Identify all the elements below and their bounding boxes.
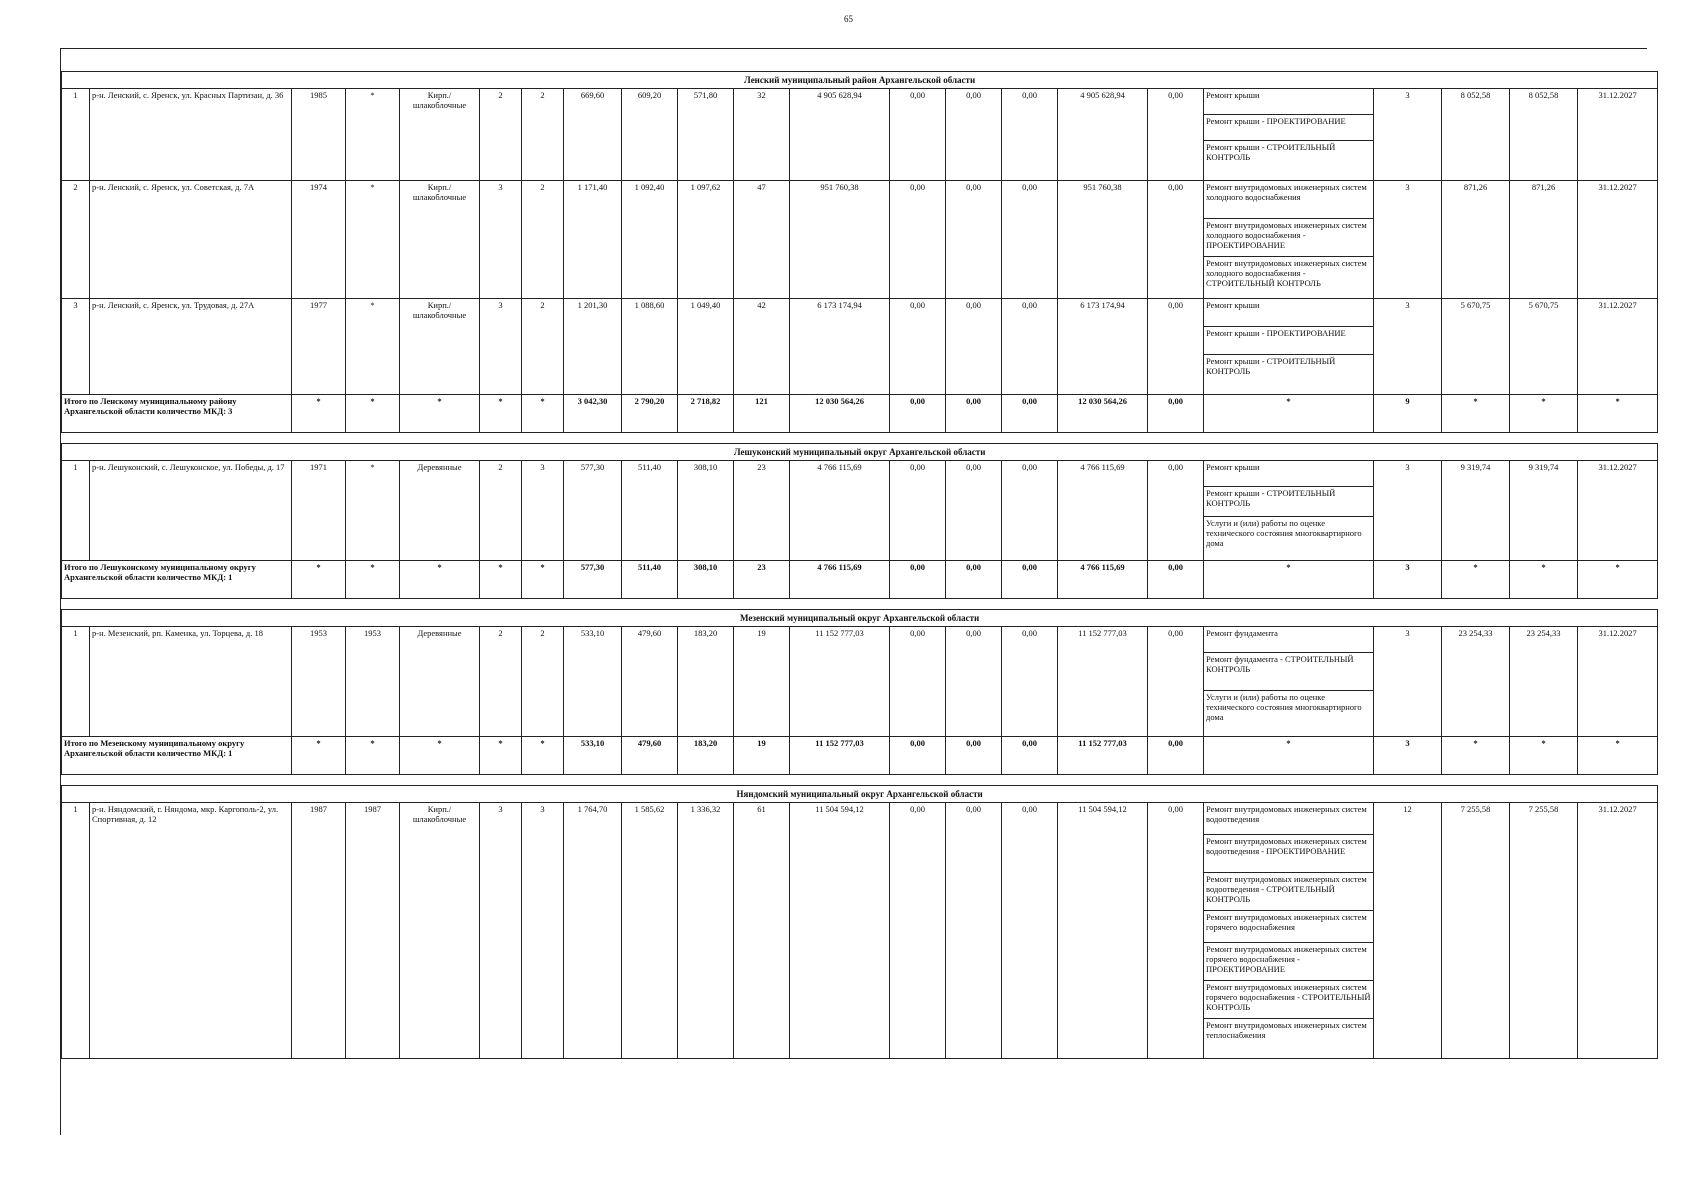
total-placeholder: *	[522, 561, 564, 599]
spacer	[62, 433, 1658, 444]
total-works-placeholder: *	[1204, 561, 1374, 599]
total-placeholder: *	[1578, 395, 1658, 433]
spacer	[62, 599, 1658, 610]
repair-work-item: Ремонт внутридомовых инженерных систем водоотведения	[1204, 803, 1373, 835]
total-area_res: 2 790,20	[622, 395, 678, 433]
owned-area: 1 049,40	[678, 299, 734, 395]
total-placeholder: *	[1442, 737, 1510, 775]
entrances: 2	[522, 89, 564, 181]
total-area: 577,30	[564, 461, 622, 561]
section-title: Ленский муниципальный район Архангельской области	[62, 72, 1658, 89]
fund-other: 0,00	[1148, 627, 1204, 737]
total-placeholder: *	[480, 737, 522, 775]
commission-year: *	[346, 89, 400, 181]
repair-works-cell	[1204, 299, 1374, 395]
floors: 2	[480, 89, 522, 181]
total-row	[62, 737, 1658, 775]
total-fund2: 0,00	[946, 395, 1002, 433]
total-fund2: 0,00	[946, 737, 1002, 775]
total-placeholder: *	[1510, 395, 1578, 433]
total-cost: 11 152 777,03	[790, 737, 890, 775]
total-placeholder: *	[400, 737, 480, 775]
total-area: 1 201,30	[564, 299, 622, 395]
total-fund3: 0,00	[1002, 737, 1058, 775]
total-area: 1 764,70	[564, 803, 622, 1059]
total-fund4: 11 152 777,03	[1058, 737, 1148, 775]
row-number: 1	[62, 89, 90, 181]
total-placeholder: *	[522, 737, 564, 775]
build-year: 1974	[292, 181, 346, 299]
total-placeholder: *	[346, 561, 400, 599]
total-label: Итого по Лешуконскому муниципальному округу Архангельской области количество МКД: 1	[62, 561, 292, 599]
total-fund4: 12 030 564,26	[1058, 395, 1148, 433]
total-placeholder: *	[480, 561, 522, 599]
total-fund5: 0,00	[1148, 395, 1204, 433]
table-row	[62, 461, 1658, 561]
commission-year: *	[346, 181, 400, 299]
repair-work-item: Ремонт фундамента	[1204, 627, 1373, 653]
total-fund3: 0,00	[1002, 561, 1058, 599]
fund-municipal: 0,00	[1002, 461, 1058, 561]
repair-work-item: Услуги и (или) работы по оценке технического состояния многоквартирного дома	[1206, 518, 1362, 548]
build-year: 1985	[292, 89, 346, 181]
completion-date: 31.12.2027	[1578, 803, 1658, 1059]
total-placeholder: *	[292, 395, 346, 433]
total-placeholder: *	[1510, 737, 1578, 775]
fund-municipal: 0,00	[1002, 803, 1058, 1059]
total-cost: 6 173 174,94	[790, 299, 890, 395]
total-area: 669,60	[564, 89, 622, 181]
repair-work-item: Ремонт внутридомовых инженерных систем водоотведения - ПРОЕКТИРОВАНИЕ	[1204, 835, 1373, 873]
residents: 61	[734, 803, 790, 1059]
total-work-count: 3	[1374, 561, 1442, 599]
floors: 3	[480, 299, 522, 395]
fund-owners: 11 504 594,12	[1058, 803, 1148, 1059]
floors: 3	[480, 803, 522, 1059]
total-cost: 11 152 777,03	[790, 627, 890, 737]
total-placeholder: *	[1442, 561, 1510, 599]
total-placeholder: *	[292, 561, 346, 599]
total-ppl: 19	[734, 737, 790, 775]
unit-cost: 9 319,74	[1442, 461, 1510, 561]
table-row	[62, 803, 1658, 1059]
residential-area: 1 585,62	[622, 803, 678, 1059]
address: р-н. Мезенский, рп. Каменка, ул. Торцева, д. 18	[90, 627, 292, 737]
residential-area: 511,40	[622, 461, 678, 561]
total-ppl: 23	[734, 561, 790, 599]
total-placeholder: *	[346, 737, 400, 775]
total-fund1: 0,00	[890, 561, 946, 599]
residential-area: 1 088,60	[622, 299, 678, 395]
fund-federal: 0,00	[890, 627, 946, 737]
entrances: 3	[522, 461, 564, 561]
fund-owners: 4 905 628,94	[1058, 89, 1148, 181]
total-area: 1 171,40	[564, 181, 622, 299]
unit-cost: 5 670,75	[1442, 299, 1510, 395]
build-year: 1953	[292, 627, 346, 737]
repair-work-item: Ремонт внутридомовых инженерных систем горячего водоснабжения - СТРОИТЕЛЬНЫЙ КОНТРОЛЬ	[1204, 981, 1373, 1019]
fund-regional: 0,00	[946, 461, 1002, 561]
fund-municipal: 0,00	[1002, 627, 1058, 737]
completion-date: 31.12.2027	[1578, 299, 1658, 395]
wall-material: Деревянные	[400, 461, 480, 561]
unit-cost: 8 052,58	[1442, 89, 1510, 181]
total-row	[62, 395, 1658, 433]
row-number: 2	[62, 181, 90, 299]
residential-area: 479,60	[622, 627, 678, 737]
wall-material: Кирп./ шлакоблочные	[400, 299, 480, 395]
repair-work-item: Ремонт крыши	[1204, 461, 1373, 487]
total-fund1: 0,00	[890, 395, 946, 433]
total-fund3: 0,00	[1002, 395, 1058, 433]
repair-work-item: Ремонт крыши - ПРОЕКТИРОВАНИЕ	[1204, 115, 1373, 141]
completion-date: 31.12.2027	[1578, 627, 1658, 737]
completion-date: 31.12.2027	[1578, 461, 1658, 561]
unit-cost-max: 8 052,58	[1510, 89, 1578, 181]
total-label: Итого по Мезенскому муниципальному округу Архангельской области количество МКД: 1	[62, 737, 292, 775]
fund-regional: 0,00	[946, 803, 1002, 1059]
unit-cost: 871,26	[1442, 181, 1510, 299]
total-cost: 12 030 564,26	[790, 395, 890, 433]
repair-works-cell	[1204, 627, 1374, 737]
repair-works-cell	[1204, 461, 1374, 561]
work-count: 12	[1374, 803, 1442, 1059]
spacer	[62, 775, 1658, 786]
unit-cost-max: 871,26	[1510, 181, 1578, 299]
document-sheet	[60, 48, 1647, 1135]
total-placeholder: *	[346, 395, 400, 433]
section-title: Няндомский муниципальный округ Архангельской области	[62, 786, 1658, 803]
owned-area: 183,20	[678, 627, 734, 737]
commission-year: 1953	[346, 627, 400, 737]
fund-regional: 0,00	[946, 627, 1002, 737]
residents: 32	[734, 89, 790, 181]
address: р-н. Лешуконский, с. Лешуконское, ул. Победы, д. 17	[90, 461, 292, 561]
residents: 42	[734, 299, 790, 395]
repair-work-item: Ремонт крыши	[1204, 299, 1373, 327]
build-year: 1977	[292, 299, 346, 395]
commission-year: *	[346, 299, 400, 395]
fund-owners: 11 152 777,03	[1058, 627, 1148, 737]
repair-work-item: Ремонт внутридомовых инженерных систем горячего водоснабжения	[1204, 911, 1373, 943]
table-row	[62, 627, 1658, 737]
total-label: Итого по Ленскому муниципальному району Архангельской области количество МКД: 3	[62, 395, 292, 433]
residents: 19	[734, 627, 790, 737]
work-count: 3	[1374, 181, 1442, 299]
fund-other: 0,00	[1148, 181, 1204, 299]
total-area_res: 479,60	[622, 737, 678, 775]
total-works-placeholder: *	[1204, 737, 1374, 775]
owned-area: 571,80	[678, 89, 734, 181]
total-work-count: 3	[1374, 737, 1442, 775]
residents: 23	[734, 461, 790, 561]
fund-regional: 0,00	[946, 181, 1002, 299]
total-area_own: 308,10	[678, 561, 734, 599]
table-row	[62, 181, 1658, 299]
total-area_res: 511,40	[622, 561, 678, 599]
repair-work-item: Ремонт внутридомовых инженерных систем горячего водоснабжения - ПРОЕКТИРОВАНИЕ	[1204, 943, 1373, 981]
total-fund5: 0,00	[1148, 561, 1204, 599]
section-title: Мезенский муниципальный округ Архангельской области	[62, 610, 1658, 627]
total-placeholder: *	[1510, 561, 1578, 599]
repair-work-item: Ремонт внутридомовых инженерных систем холодного водоснабжения - СТРОИТЕЛЬНЫЙ КОНТРОЛЬ	[1206, 258, 1367, 288]
fund-other: 0,00	[1148, 89, 1204, 181]
total-cost: 11 504 594,12	[790, 803, 890, 1059]
work-count: 3	[1374, 461, 1442, 561]
repair-work-item: Ремонт внутридомовых инженерных систем холодного водоснабжения	[1204, 181, 1373, 219]
fund-federal: 0,00	[890, 803, 946, 1059]
page-number: 65	[844, 14, 853, 24]
owned-area: 308,10	[678, 461, 734, 561]
total-area: 533,10	[564, 737, 622, 775]
total-area_own: 2 718,82	[678, 395, 734, 433]
total-placeholder: *	[292, 737, 346, 775]
total-fund2: 0,00	[946, 561, 1002, 599]
fund-owners: 6 173 174,94	[1058, 299, 1148, 395]
repair-works-cell	[1204, 803, 1374, 1059]
table-row	[62, 299, 1658, 395]
floors: 3	[480, 181, 522, 299]
address: р-н. Няндомский, г. Няндома, мкр. Каргополь-2, ул. Спортивная, д. 12	[90, 803, 292, 1059]
table-row	[62, 89, 1658, 181]
unit-cost-max: 9 319,74	[1510, 461, 1578, 561]
entrances: 2	[522, 627, 564, 737]
table-body	[62, 49, 1658, 1059]
address: р-н. Ленский, с. Яренск, ул. Красных Партизан, д. 36	[90, 89, 292, 181]
work-count: 3	[1374, 299, 1442, 395]
fund-other: 0,00	[1148, 803, 1204, 1059]
total-fund1: 0,00	[890, 737, 946, 775]
repair-work-item: Ремонт крыши - СТРОИТЕЛЬНЫЙ КОНТРОЛЬ	[1206, 142, 1336, 162]
fund-municipal: 0,00	[1002, 89, 1058, 181]
fund-federal: 0,00	[890, 89, 946, 181]
completion-date: 31.12.2027	[1578, 181, 1658, 299]
section-title: Лешуконский муниципальный округ Архангельской области	[62, 444, 1658, 461]
total-cost: 4 905 628,94	[790, 89, 890, 181]
wall-material: Кирп./ шлакоблочные	[400, 803, 480, 1059]
fund-federal: 0,00	[890, 461, 946, 561]
fund-other: 0,00	[1148, 299, 1204, 395]
total-works-placeholder: *	[1204, 395, 1374, 433]
row-number: 3	[62, 299, 90, 395]
fund-regional: 0,00	[946, 299, 1002, 395]
repair-works-cell	[1204, 181, 1374, 299]
capital-repair-table	[61, 49, 1658, 1059]
repair-work-item: Ремонт фундамента - СТРОИТЕЛЬНЫЙ КОНТРОЛЬ	[1204, 653, 1373, 691]
total-work-count: 9	[1374, 395, 1442, 433]
repair-work-item: Ремонт внутридомовых инженерных систем теплоснабжения	[1206, 1020, 1367, 1040]
build-year: 1987	[292, 803, 346, 1059]
commission-year: *	[346, 461, 400, 561]
wall-material: Кирп./ шлакоблочные	[400, 181, 480, 299]
total-placeholder: *	[522, 395, 564, 433]
total-cost: 4 766 115,69	[790, 461, 890, 561]
total-row	[62, 561, 1658, 599]
repair-work-item: Ремонт крыши - СТРОИТЕЛЬНЫЙ КОНТРОЛЬ	[1204, 487, 1373, 517]
commission-year: 1987	[346, 803, 400, 1059]
repair-work-item: Ремонт крыши - СТРОИТЕЛЬНЫЙ КОНТРОЛЬ	[1206, 356, 1336, 376]
residents: 47	[734, 181, 790, 299]
build-year: 1971	[292, 461, 346, 561]
work-count: 3	[1374, 89, 1442, 181]
total-area: 577,30	[564, 561, 622, 599]
repair-works-cell	[1204, 89, 1374, 181]
entrances: 2	[522, 299, 564, 395]
floors: 2	[480, 627, 522, 737]
repair-work-item: Ремонт внутридомовых инженерных систем водоотведения - СТРОИТЕЛЬНЫЙ КОНТРОЛЬ	[1204, 873, 1373, 911]
total-placeholder: *	[1578, 561, 1658, 599]
repair-work-item: Ремонт внутридомовых инженерных систем холодного водоснабжения - ПРОЕКТИРОВАНИЕ	[1204, 219, 1373, 257]
unit-cost: 7 255,58	[1442, 803, 1510, 1059]
owned-area: 1 097,62	[678, 181, 734, 299]
unit-cost: 23 254,33	[1442, 627, 1510, 737]
fund-federal: 0,00	[890, 299, 946, 395]
row-number: 1	[62, 461, 90, 561]
floors: 2	[480, 461, 522, 561]
fund-municipal: 0,00	[1002, 299, 1058, 395]
address: р-н. Ленский, с. Яренск, ул. Трудовая, д. 27А	[90, 299, 292, 395]
repair-work-item: Услуги и (или) работы по оценке технического состояния многоквартирного дома	[1206, 692, 1362, 722]
fund-municipal: 0,00	[1002, 181, 1058, 299]
address: р-н. Ленский, с. Яренск, ул. Советская, д. 7А	[90, 181, 292, 299]
total-ppl: 121	[734, 395, 790, 433]
total-fund4: 4 766 115,69	[1058, 561, 1148, 599]
total-placeholder: *	[400, 561, 480, 599]
wall-material: Деревянные	[400, 627, 480, 737]
total-fund5: 0,00	[1148, 737, 1204, 775]
fund-federal: 0,00	[890, 181, 946, 299]
row-number: 1	[62, 627, 90, 737]
total-placeholder: *	[1442, 395, 1510, 433]
fund-owners: 4 766 115,69	[1058, 461, 1148, 561]
work-count: 3	[1374, 627, 1442, 737]
total-placeholder: *	[1578, 737, 1658, 775]
total-cost: 4 766 115,69	[790, 561, 890, 599]
total-area: 3 042,30	[564, 395, 622, 433]
total-cost: 951 760,38	[790, 181, 890, 299]
repair-work-item: Ремонт крыши	[1204, 89, 1373, 115]
entrances: 2	[522, 181, 564, 299]
fund-other: 0,00	[1148, 461, 1204, 561]
completion-date: 31.12.2027	[1578, 89, 1658, 181]
repair-work-item: Ремонт крыши - ПРОЕКТИРОВАНИЕ	[1204, 327, 1373, 355]
fund-regional: 0,00	[946, 89, 1002, 181]
unit-cost-max: 5 670,75	[1510, 299, 1578, 395]
total-area: 533,10	[564, 627, 622, 737]
owned-area: 1 336,32	[678, 803, 734, 1059]
total-area_own: 183,20	[678, 737, 734, 775]
residential-area: 609,20	[622, 89, 678, 181]
wall-material: Кирп./ шлакоблочные	[400, 89, 480, 181]
residential-area: 1 092,40	[622, 181, 678, 299]
entrances: 3	[522, 803, 564, 1059]
total-placeholder: *	[480, 395, 522, 433]
total-placeholder: *	[400, 395, 480, 433]
unit-cost-max: 7 255,58	[1510, 803, 1578, 1059]
row-number: 1	[62, 803, 90, 1059]
fund-owners: 951 760,38	[1058, 181, 1148, 299]
unit-cost-max: 23 254,33	[1510, 627, 1578, 737]
